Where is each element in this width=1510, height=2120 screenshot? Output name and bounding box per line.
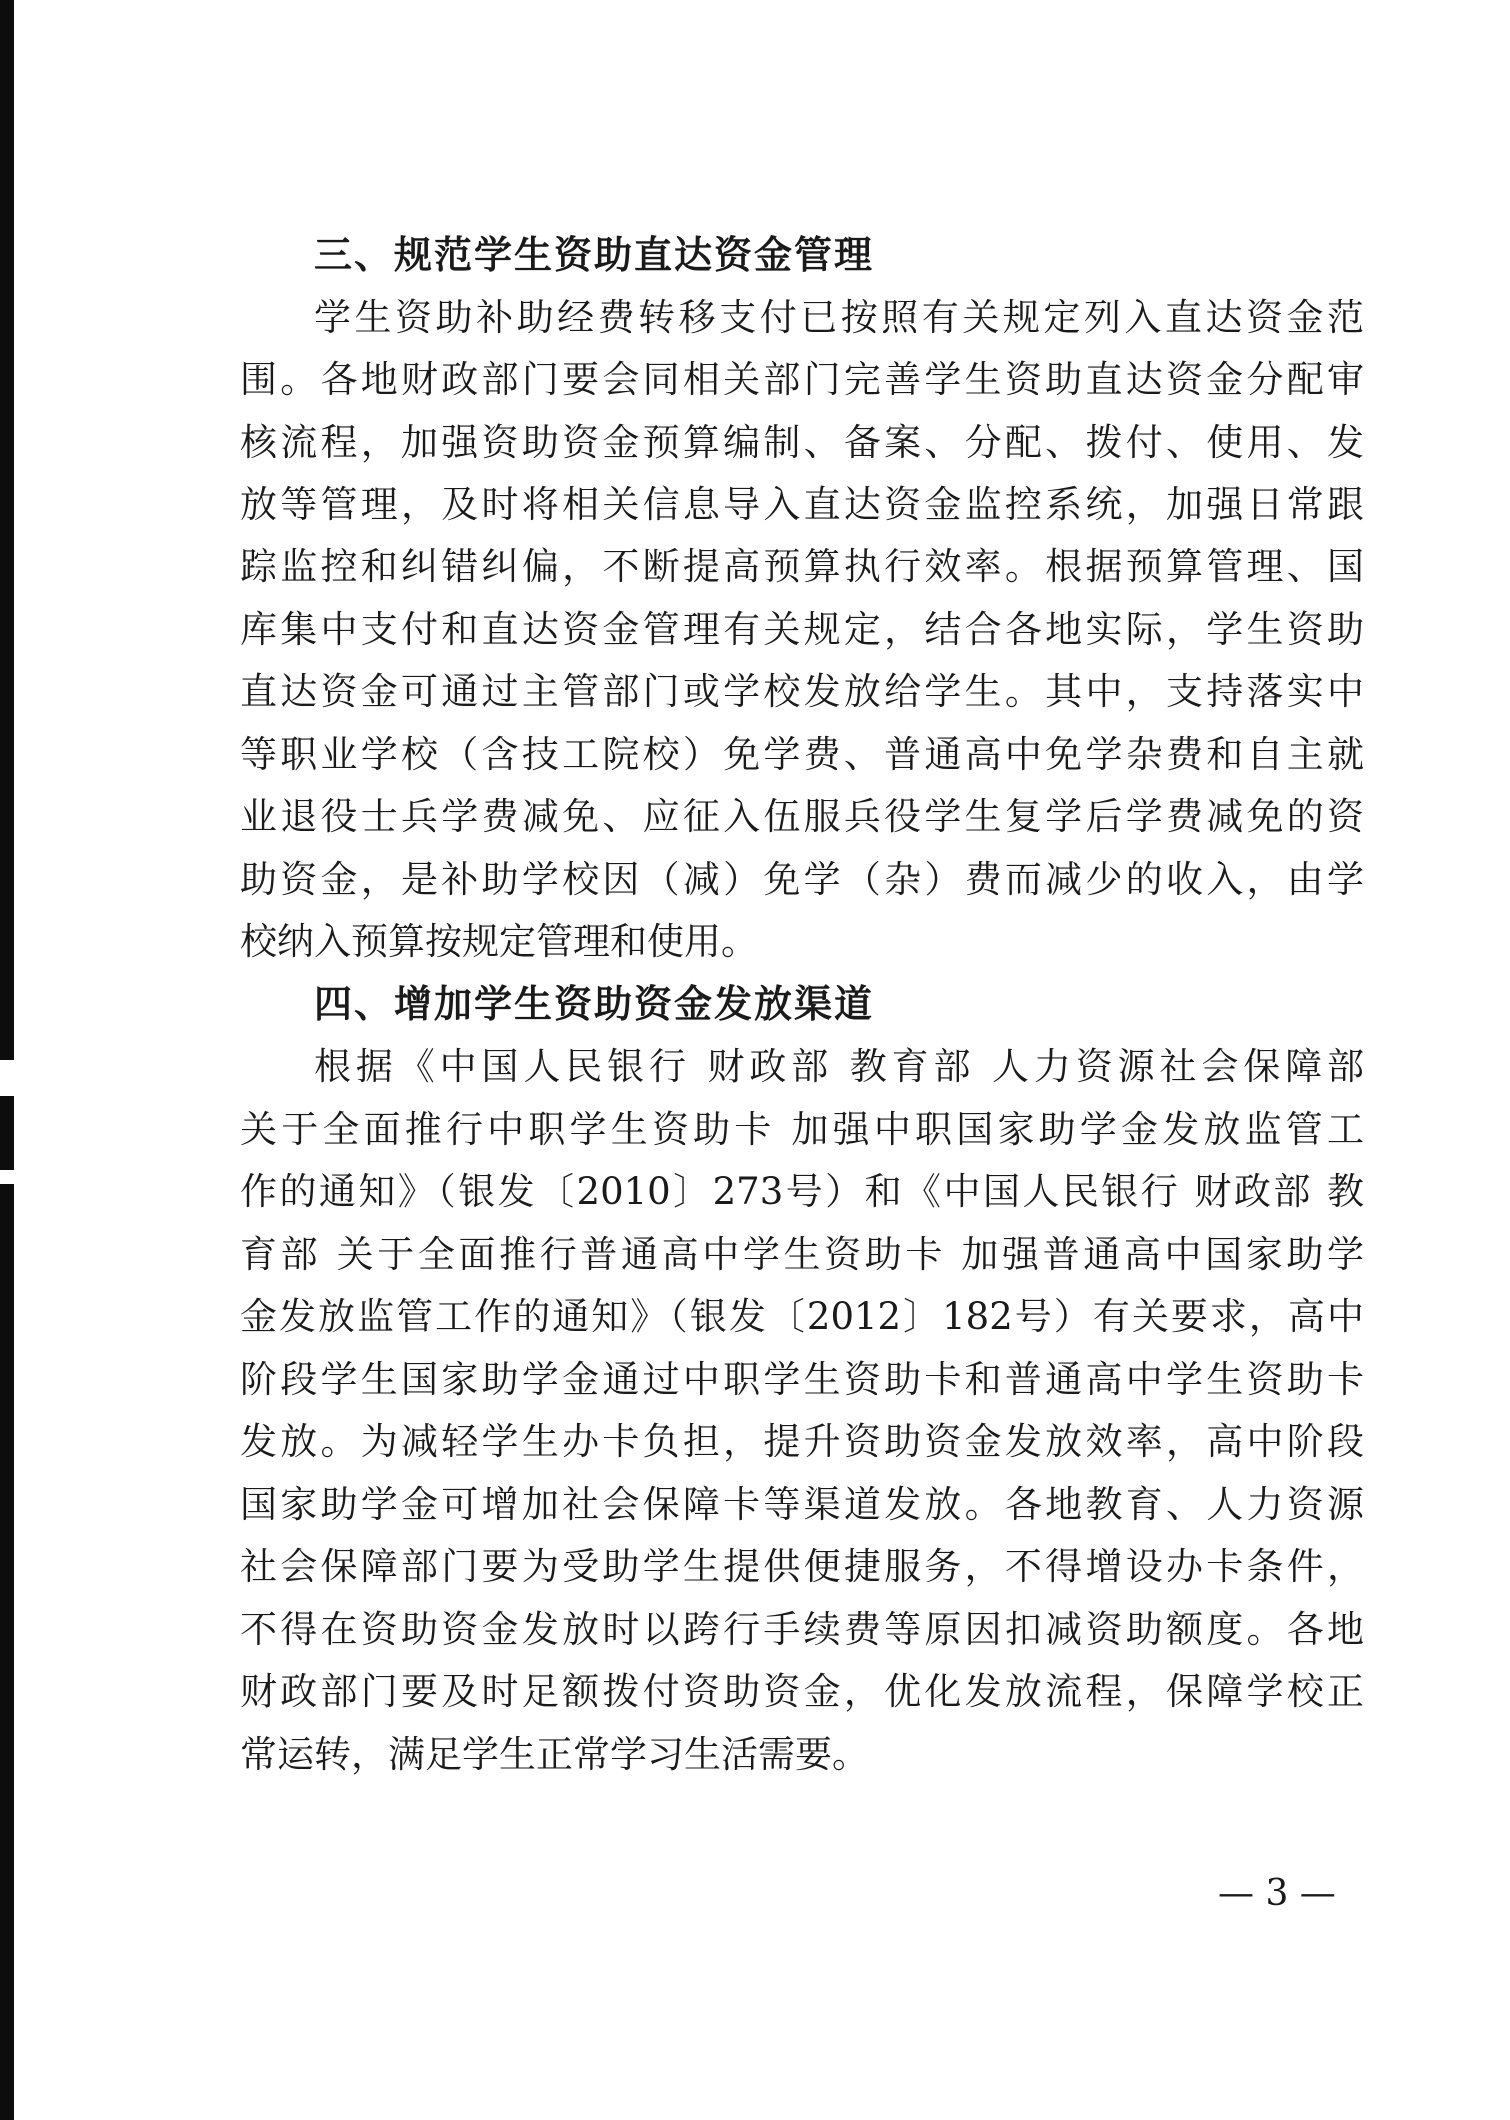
text-line: 助资金，是补助学校因（减）免学（杂）费而减少的收入，由学 [240,858,1364,901]
section-heading-4: 四、增加学生资助资金发放渠道 [314,982,875,1026]
text-line: 社会保障部门要为受助学生提供便捷服务，不得增设办卡条件， [240,1545,1364,1588]
text-line: 阶段学生国家助学金通过中职学生资助卡和普通高中学生资助卡 [240,1358,1364,1401]
text-line: 围。各地财政部门要会同相关部门完善学生资助直达资金分配审 [240,358,1364,401]
text-line: 等职业学校（含技工院校）免学费、普通高中免学杂费和自主就 [240,733,1364,776]
text-line: 财政部门要及时足额拨付资助资金，优化发放流程，保障学校正 [240,1670,1364,1713]
text-line: 作的通知》（银发〔2010〕273号）和《中国人民银行 财政部 教 [240,1170,1364,1213]
text-line: 校纳入预算按规定管理和使用。 [240,920,758,963]
text-line: 国家助学金可增加社会保障卡等渠道发放。各地教育、人力资源 [240,1483,1364,1526]
text-line: 放等管理，及时将相关信息导入直达资金监控系统，加强日常跟 [240,483,1364,526]
section-heading-3: 三、规范学生资助直达资金管理 [314,233,875,277]
text-line: 根据《中国人民银行 财政部 教育部 人力资源社会保障部 [314,1045,1364,1088]
text-line: 育部 关于全面推行普通高中学生资助卡 加强普通高中国家助学 [240,1233,1364,1276]
text-line: 学生资助补助经费转移支付已按照有关规定列入直达资金范 [314,296,1364,339]
text-line: 不得在资助资金发放时以跨行手续费等原因扣减资助额度。各地 [240,1608,1364,1651]
text-line: 库集中支付和直达资金管理有关规定，结合各地实际，学生资助 [240,608,1364,651]
text-line: 常运转，满足学生正常学习生活需要。 [240,1733,869,1776]
text-line: 业退役士兵学费减免、应征入伍服兵役学生复学后学费减免的资 [240,795,1364,838]
page-number: — 3 — [1218,1873,1336,1914]
text-line: 踪监控和纠错纠偏，不断提高预算执行效率。根据预算管理、国 [240,545,1364,588]
text-line: 核流程，加强资助资金预算编制、备案、分配、拨付、使用、发 [240,421,1364,464]
text-line: 发放。为减轻学生办卡负担，提升资助资金发放效率，高中阶段 [240,1420,1364,1463]
text-line: 关于全面推行中职学生资助卡 加强中职国家助学金发放监管工 [240,1108,1364,1151]
text-line: 直达资金可通过主管部门或学校发放给学生。其中，支持落实中 [240,670,1364,713]
text-line: 金发放监管工作的通知》（银发〔2012〕182号）有关要求，高中 [240,1295,1364,1338]
